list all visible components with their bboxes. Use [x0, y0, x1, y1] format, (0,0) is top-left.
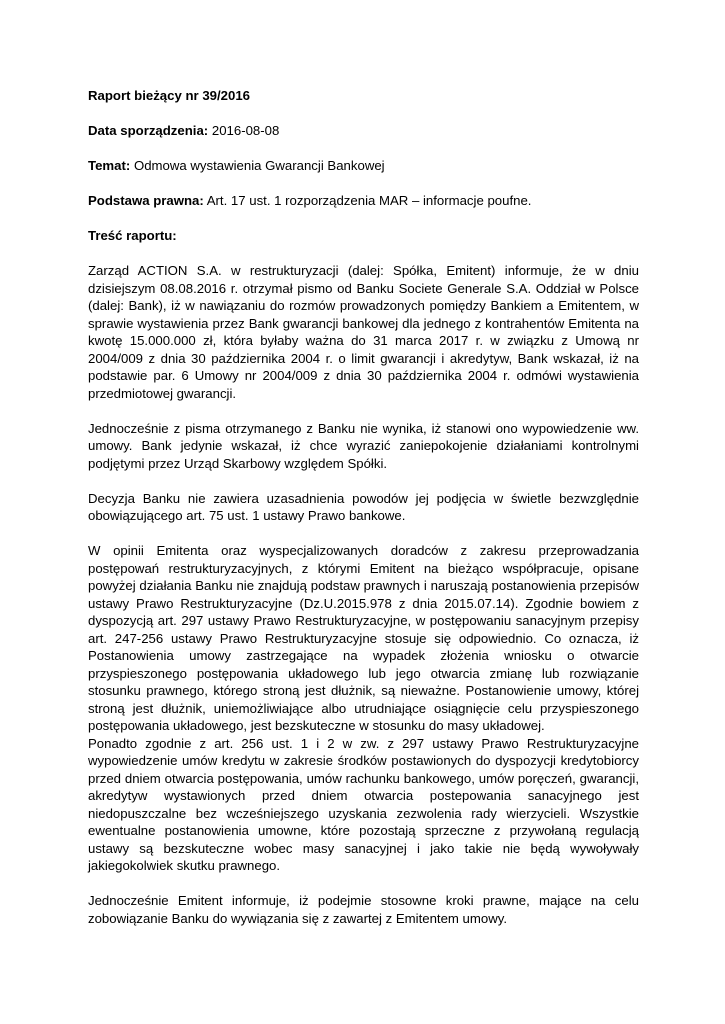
- report-title: Raport bieżący nr 39/2016: [88, 88, 250, 103]
- report-document: [88, 87, 639, 945]
- paragraph-no-termination: Jednocześnie z pisma otrzymanego z Banku nie wynika, iż stanowi ono wypowiedzenie ww. umowy. Bank jedynie wskazał, iż chce wyrazić zaniepokojenie działaniami kontrolnymi podjętymi przez Urząd Skarbowy względem Spółki.: [88, 420, 639, 471]
- report-legal-basis: [88, 192, 639, 210]
- legal-basis-value: Art. 17 ust. 1 rozporządzenia MAR – informacje poufne.: [206, 193, 532, 208]
- paragraph-next-steps: Jednocześnie Emitent informuje, iż podejmie stosowne kroki prawne, mające na celu zobowiązanie Banku do wywiązania się z zawartej z Emitentem umowy.: [88, 893, 639, 926]
- report-subject: [88, 157, 639, 175]
- report-date: [88, 122, 639, 140]
- date-label: Data sporządzenia:: [88, 123, 209, 138]
- paragraph-legal-opinion: W opinii Emitenta oraz wyspecjalizowanych doradców z zakresu przeprowadzania postępowań restrukturyzacyjnych, z którymi Emitent na bieżąco współpracuje, opisane powyżej działania Banku nie znajdują podstaw prawnych i naruszają postanowienia przepisów ustawy Prawo Restrukturyzacyjne (Dz.U.2015.978 z dnia 2015.07.14). Zgodnie bowiem z dyspozycją art. 297 ustawy Prawo Restrukturyzacyjne, w postępowaniu sanacyjnym przepisy art. 247-256 ustawy Prawo Restrukturyzacyjne stosuje się odpowiednio. Co oznacza, iż Postanowienia umowy zastrzegające na wypadek złożenia wniosku o otwarcie przyspieszonego postępowania układowego lub jego otwarcia zmianę lub rozwiązanie stosunku prawnego, którego stroną jest dłużnik, są nieważne. Postanowienie umowy, której stroną jest dłużnik, uniemożliwiające albo utrudniające osiągnięcie celu przyspieszonego postępowania układowego, jest bezskuteczne w stosunku do masy układowej.: [88, 543, 639, 733]
- paragraph-intro: Zarząd ACTION S.A. w restrukturyzacji (dalej: Spółka, Emitent) informuje, że w dniu dzisiejszym 08.08.2016 r. otrzymał pismo od Banku Societe Generale S.A. Oddział w Polsce (dalej: Bank), iż w nawiązaniu do rozmów prowadzonych pomiędzy Bankiem a Emitentem, w sprawie wystawienia przez Bank gwarancji bankowej dla jednego z kontrahentów Emitenta na kwotę 15.000.000 zł, która byłaby ważna do 31 marca 2017 r. w związku z Umową nr 2004/009 z dnia 30 października 2004 r. o limit gwarancji i akredytyw, Bank wskazał, iż na podstawie par. 6 Umowy nr 2004/009 z dnia 30 października 2004 r. odmówi wystawienia przedmiotowej gwarancji.: [88, 263, 639, 401]
- subject-label: Temat:: [88, 158, 131, 173]
- content-heading: Treść raportu:: [88, 228, 177, 243]
- legal-basis-label: Podstawa prawna:: [88, 193, 204, 208]
- date-value: 2016-08-08: [211, 123, 280, 138]
- paragraph-legal-provisions: Ponadto zgodnie z art. 256 ust. 1 i 2 w zw. z 297 ustawy Prawo Restrukturyzacyjne wypowiedzenie umów kredytu w zakresie środków postawionych do dyspozycji kredytobiorcy przed dniem otwarcia postępowania, umów rachunku bankowego, umów poręczeń, gwarancji, akredytyw wystawionych przed dniem otwarcia postepowania sanacyjnego jest niedopuszczalne bez wcześniejszego uzyskania zezwolenia rady wierzycieli. Wszystkie ewentualne postanowienia umowne, które pozostają sprzeczne z przywołaną regulacją ustawy są bezskuteczne wobec masy sanacyjnej i jako takie nie będą wywoływały jakiegokolwiek skutku prawnego.: [88, 735, 639, 873]
- paragraph-no-justification: Decyzja Banku nie zawiera uzasadnienia powodów jej podjęcia w świetle bezwzględnie obowiązującego art. 75 ust. 1 ustawy Prawo bankowe.: [88, 490, 639, 523]
- subject-value: Odmowa wystawienia Gwarancji Bankowej: [133, 158, 385, 173]
